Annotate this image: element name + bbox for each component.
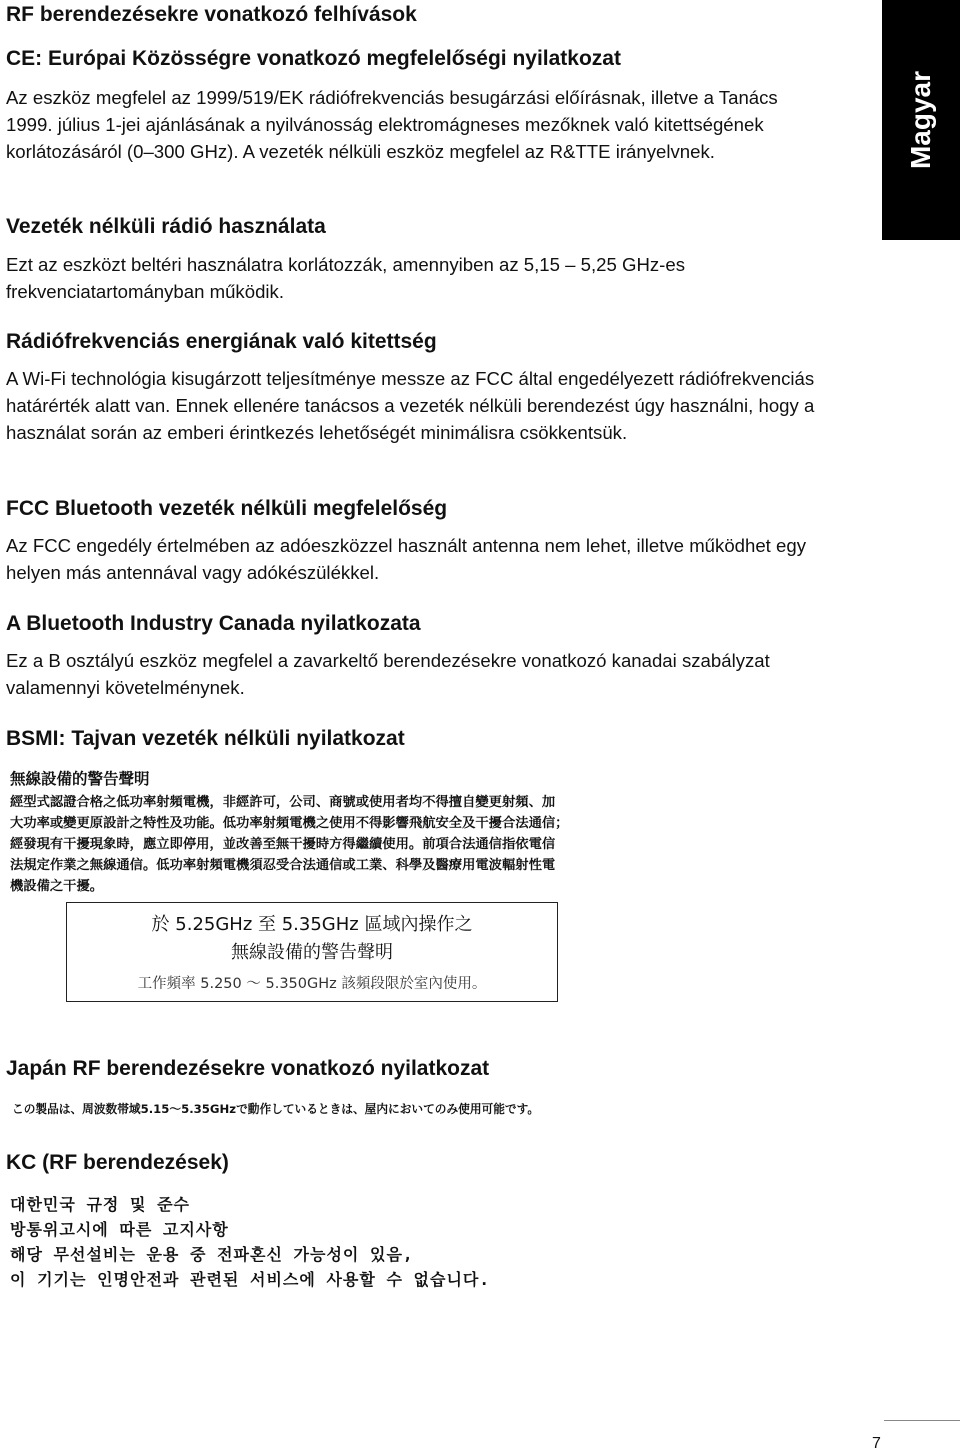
- section-title-ce: CE: Európai Közösségre vonatkozó megfelelőségi nyilatkozat: [6, 47, 621, 70]
- bsmi-warning-block: [10, 768, 660, 897]
- section-body-fcc-bluetooth: Az FCC engedély értelmében az adóeszközzel használt antenna nem lehet, illetve működhet egy helyen más antennával vagy adókészülékkel.: [6, 535, 806, 583]
- notice-box-line: 於 5.25GHz 至 5.35GHz 區域內操作之: [151, 914, 473, 935]
- bsmi-frequency-notice-box: [66, 902, 558, 1002]
- section-body-industry-canada: Ez a B osztályú eszköz megfelel a zavarkeltő berendezésekre vonatkozó kanadai szabályzat valamennyi követelménynek.: [6, 650, 770, 698]
- bsmi-warning-line: 法規定作業之無線通信。低功率射頻電機須忍受合法通信或工業、科學及醫療用電波輻射性電: [10, 858, 556, 873]
- bsmi-warning-line: 經發現有干擾現象時，應立即停用，並改善至無干擾時方得繼續使用。前項合法通信指依電信: [10, 837, 556, 852]
- language-side-tab: [882, 0, 960, 240]
- section-title-fcc-bluetooth: FCC Bluetooth vezeték nélküli megfelelőség: [6, 497, 448, 520]
- japan-notice-text: この製品は、周波数帯域5.15〜5.35GHzで動作しているときは、屋内においてのみ使用可能です。: [12, 1102, 540, 1116]
- section-body-rf-exposure: A Wi-Fi technológia kisugárzott teljesítménye messze az FCC által engedélyezett rádiófrekvenciás határérték alatt van. Ennek ellenére tanácsos a vezeték nélküli berendezést úgy használni, hogy a használat során az emberi érintkezés lehetőségét minimálisra csökkentsük.: [6, 368, 815, 443]
- section-title-korea: KC (RF berendezések): [6, 1151, 229, 1174]
- language-tab-label: Magyar: [905, 70, 936, 170]
- page-title: RF berendezésekre vonatkozó felhívások: [6, 3, 417, 26]
- section-title-rf-exposure: Rádiófrekvenciás energiának való kitettség: [6, 330, 437, 353]
- section-title-wireless-radio: Vezeték nélküli rádió használata: [6, 215, 326, 238]
- section-body-wireless-radio: Ezt az eszközt beltéri használatra korlátozzák, amennyiben az 5,15 – 5,25 GHz-es frekvenciatartományban működik.: [6, 254, 686, 302]
- footer-divider: [884, 1420, 960, 1421]
- korea-notice-line: 대한민국 규정 및 준수: [10, 1195, 191, 1214]
- notice-box-line: 無線設備的警告聲明: [231, 942, 393, 963]
- bsmi-warning-title: 無線設備的警告聲明: [10, 770, 150, 788]
- bsmi-warning-line: 機設備之干擾。: [10, 879, 104, 894]
- bsmi-warning-line: 大功率或變更原設計之特性及功能。低功率射頻電機之使用不得影響飛航安全及干擾合法通信；: [10, 816, 569, 831]
- section-body-ce: Az eszköz megfelel az 1999/519/EK rádiófrekvenciás besugárzási előírásnak, illetve a Tanács 1999. július 1-jei ajánlásának a nyilvánosság elektromágneses mezőknek való kitettségének korlátozásáról (0–300 GHz). A vezeték nélküli eszköz megfelel az R&TTE irányelvnek.: [6, 87, 778, 162]
- korea-notice-line: 해당 무선설비는 운용 중 전파혼신 가능성이 있음,: [10, 1245, 414, 1264]
- korea-notice-block: [10, 1192, 490, 1292]
- section-title-bsmi: BSMI: Tajvan vezeték nélküli nyilatkozat: [6, 727, 405, 750]
- korea-notice-line: 이 기기는 인명안전과 관련된 서비스에 사용할 수 없습니다.: [10, 1270, 491, 1289]
- bsmi-warning-line: 經型式認證合格之低功率射頻電機，非經許可，公司、商號或使用者均不得擅自變更射頻、加: [10, 795, 556, 810]
- page-number: 7: [872, 1435, 881, 1452]
- korea-notice-line: 방통위고시에 따른 고지사항: [10, 1220, 229, 1239]
- section-title-japan: Japán RF berendezésekre vonatkozó nyilatkozat: [6, 1057, 490, 1080]
- section-title-industry-canada: A Bluetooth Industry Canada nyilatkozata: [6, 612, 421, 635]
- notice-box-line: 工作頻率 5.250 ～ 5.350GHz 該頻段限於室內使用。: [137, 976, 487, 992]
